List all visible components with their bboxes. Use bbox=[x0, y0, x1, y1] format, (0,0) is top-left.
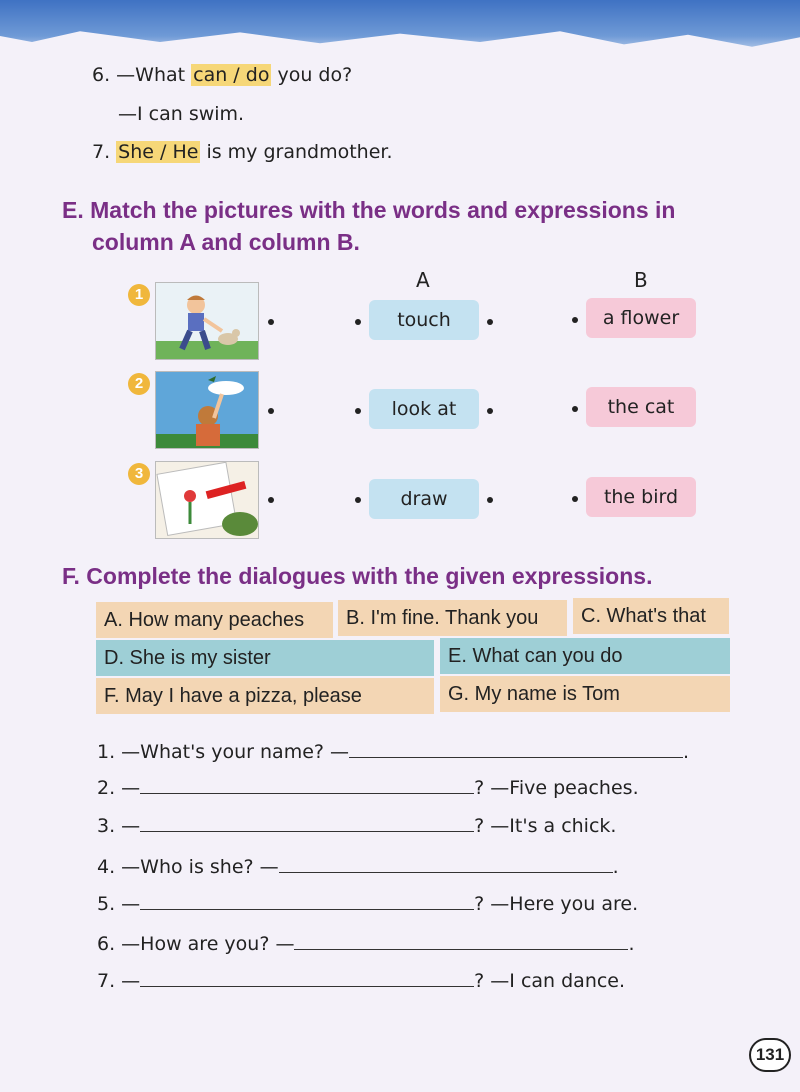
dialogue-2-prefix: 2. — bbox=[97, 777, 141, 799]
question-6-text: 6. —What bbox=[92, 64, 192, 86]
row-2-a-left-dot[interactable] bbox=[355, 408, 361, 414]
section-e-title-line1: E. Match the pictures with the words and expressions in bbox=[62, 197, 676, 223]
dialogue-1-prefix: 1. —What's your name? — bbox=[97, 741, 350, 763]
question-7-rest: is my grandmother. bbox=[200, 141, 393, 163]
dialogue-5-blank[interactable] bbox=[140, 892, 474, 910]
row-1-a-left-dot[interactable] bbox=[355, 319, 361, 325]
column-a-header: A bbox=[416, 268, 430, 292]
word-a-look-at: look at bbox=[369, 389, 479, 429]
dialogue-1-blank[interactable] bbox=[349, 740, 683, 758]
dialogue-2-blank[interactable] bbox=[140, 776, 474, 794]
dialogue-6 bbox=[97, 932, 635, 955]
question-7-choice[interactable]: She / He bbox=[118, 141, 199, 163]
dialogue-5 bbox=[97, 892, 638, 915]
dialogue-2-suffix: ? —Five peaches. bbox=[474, 777, 639, 799]
column-b-header: B bbox=[634, 268, 648, 292]
row-2-a-right-dot[interactable] bbox=[487, 408, 493, 414]
picture-boy-looking-at-bird bbox=[155, 371, 259, 449]
dialogue-3 bbox=[97, 814, 616, 837]
dialogue-7 bbox=[97, 969, 625, 992]
dialogue-4-suffix: . bbox=[612, 856, 619, 878]
dialogue-6-suffix: . bbox=[628, 933, 635, 955]
row-2-b-dot[interactable] bbox=[572, 406, 578, 412]
word-a-touch: touch bbox=[369, 300, 479, 340]
row-3-a-left-dot[interactable] bbox=[355, 497, 361, 503]
question-7-line bbox=[92, 141, 393, 163]
dialogue-7-prefix: 7. — bbox=[97, 970, 141, 992]
dialogue-3-suffix: ? —It's a chick. bbox=[474, 815, 617, 837]
picture-hand-drawing-flower bbox=[155, 461, 259, 539]
row-3-b-dot[interactable] bbox=[572, 496, 578, 502]
dialogue-2 bbox=[97, 776, 639, 799]
dialogue-1-suffix: . bbox=[683, 741, 690, 763]
dialogue-5-prefix: 5. — bbox=[97, 893, 141, 915]
picture-boy-touching-cat bbox=[155, 282, 259, 360]
dialogue-1 bbox=[97, 740, 689, 763]
row-3-a-right-dot[interactable] bbox=[487, 497, 493, 503]
option-g: G. My name is Tom bbox=[440, 676, 730, 712]
dialogue-7-blank[interactable] bbox=[140, 969, 474, 987]
header-sky-band bbox=[0, 0, 800, 60]
dialogue-3-blank[interactable] bbox=[140, 814, 474, 832]
word-b-the-bird: the bird bbox=[586, 477, 696, 517]
option-c: C. What's that bbox=[573, 598, 729, 634]
dialogue-5-suffix: ? —Here you are. bbox=[474, 893, 639, 915]
dialogue-4-blank[interactable] bbox=[279, 855, 613, 873]
row-3-number: 3 bbox=[128, 463, 150, 485]
row-1-a-right-dot[interactable] bbox=[487, 319, 493, 325]
option-b: B. I'm fine. Thank you bbox=[338, 600, 567, 636]
row-1-b-dot[interactable] bbox=[572, 317, 578, 323]
question-6-line bbox=[92, 64, 352, 86]
section-f-title: F. Complete the dialogues with the given expressions. bbox=[62, 563, 653, 589]
option-a: A. How many peaches bbox=[96, 602, 333, 638]
question-6-answer: —I can swim. bbox=[118, 103, 245, 125]
dialogue-6-blank[interactable] bbox=[294, 932, 628, 950]
question-6-rest: you do? bbox=[271, 64, 353, 86]
option-e: E. What can you do bbox=[440, 638, 730, 674]
dialogue-4-prefix: 4. —Who is she? — bbox=[97, 856, 279, 878]
section-e-title-line2: column A and column B. bbox=[92, 229, 360, 255]
row-3-picture-dot[interactable] bbox=[268, 497, 274, 503]
row-2-number: 2 bbox=[128, 373, 150, 395]
question-7-num: 7. bbox=[92, 141, 117, 163]
question-6-choice[interactable]: can / do bbox=[193, 64, 270, 86]
dialogue-3-prefix: 3. — bbox=[97, 815, 141, 837]
word-b-a-flower: a flower bbox=[586, 298, 696, 338]
word-b-the-cat: the cat bbox=[586, 387, 696, 427]
row-1-picture-dot[interactable] bbox=[268, 319, 274, 325]
row-1-number: 1 bbox=[128, 284, 150, 306]
word-a-draw: draw bbox=[369, 479, 479, 519]
page-number: 131 bbox=[749, 1038, 791, 1072]
row-2-picture-dot[interactable] bbox=[268, 408, 274, 414]
dialogue-4 bbox=[97, 855, 619, 878]
option-f: F. May I have a pizza, please bbox=[96, 678, 434, 714]
dialogue-7-suffix: ? —I can dance. bbox=[474, 970, 626, 992]
option-d: D. She is my sister bbox=[96, 640, 434, 676]
dialogue-6-prefix: 6. —How are you? — bbox=[97, 933, 295, 955]
